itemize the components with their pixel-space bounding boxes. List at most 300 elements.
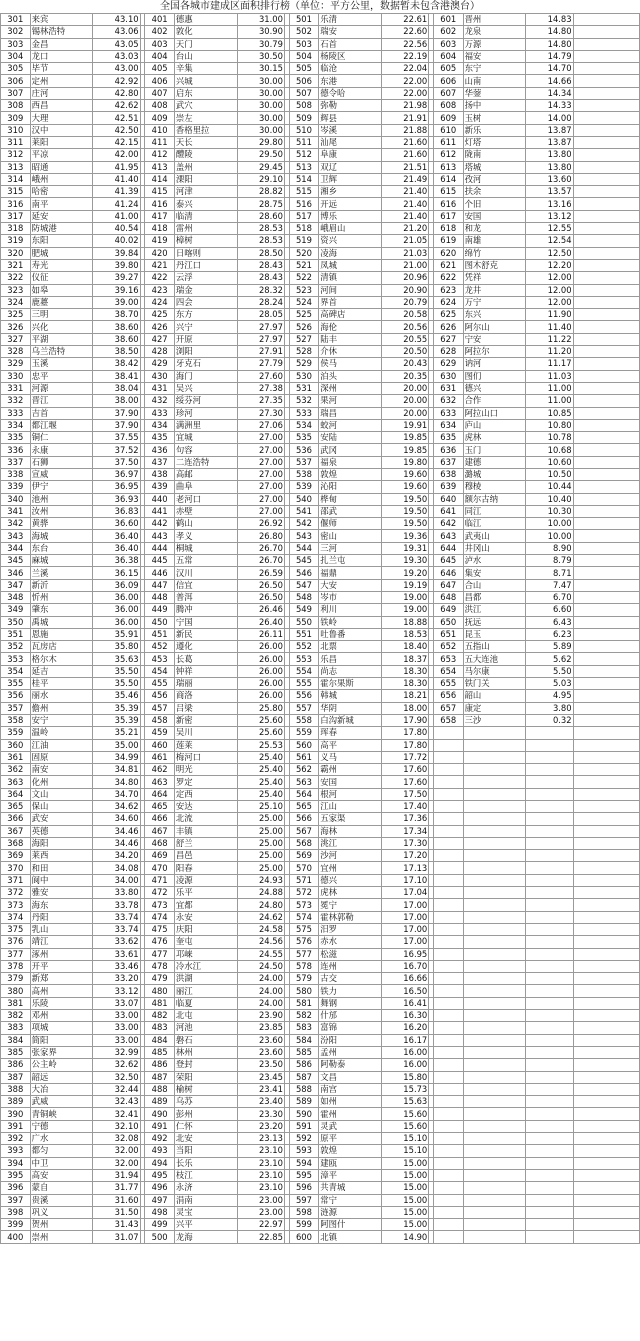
rank-cell: 514 (289, 173, 319, 185)
rank-cell: 493 (145, 1145, 175, 1157)
table-row (1, 530, 640, 542)
rank-cell: 467 (145, 825, 175, 837)
city-cell: 阿拉山口 (463, 407, 526, 419)
rank-cell: 462 (145, 764, 175, 776)
city-cell: 五常 (174, 555, 237, 567)
rank-cell (433, 874, 463, 886)
area-cell: 25.00 (237, 825, 284, 837)
area-cell: 11.20 (526, 346, 573, 358)
rank-cell: 633 (433, 407, 463, 419)
table-row (1, 1169, 640, 1181)
area-cell: 22.60 (381, 26, 428, 38)
city-cell (463, 776, 526, 788)
area-cell: 38.42 (93, 358, 140, 370)
area-cell: 26.40 (237, 616, 284, 628)
area-cell: 17.00 (381, 911, 428, 923)
rank-cell: 587 (289, 1071, 319, 1083)
rank-cell: 531 (289, 382, 319, 394)
area-cell: 21.40 (381, 198, 428, 210)
city-cell (463, 1108, 526, 1120)
rank-cell: 370 (1, 862, 31, 874)
area-cell: 21.51 (381, 161, 428, 173)
column-spacer (573, 973, 639, 985)
rank-cell: 358 (1, 714, 31, 726)
area-cell: 19.50 (381, 505, 428, 517)
table-row (1, 948, 640, 960)
column-spacer (573, 653, 639, 665)
rank-cell: 555 (289, 678, 319, 690)
city-cell (463, 1059, 526, 1071)
area-cell: 42.00 (93, 149, 140, 161)
city-cell: 龙泉 (463, 26, 526, 38)
area-cell: 28.24 (237, 296, 284, 308)
city-cell: 靖江 (30, 936, 93, 948)
city-cell: 河池 (174, 1022, 237, 1034)
city-cell: 肇东 (30, 604, 93, 616)
rank-cell: 316 (1, 198, 31, 210)
city-cell: 原平 (319, 1133, 382, 1145)
rank-cell: 473 (145, 899, 175, 911)
table-row (1, 1231, 640, 1243)
city-cell: 合山 (463, 579, 526, 591)
rank-cell (433, 1022, 463, 1034)
area-cell: 34.46 (93, 825, 140, 837)
table-row (1, 1157, 640, 1169)
area-cell: 10.80 (526, 419, 573, 431)
area-cell (526, 1108, 573, 1120)
rank-cell: 438 (145, 468, 175, 480)
area-cell: 27.30 (237, 407, 284, 419)
city-cell: 化州 (30, 776, 93, 788)
rank-cell: 342 (1, 518, 31, 530)
area-cell: 27.91 (237, 346, 284, 358)
city-cell: 兴平 (174, 1219, 237, 1231)
column-spacer (573, 997, 639, 1009)
rank-cell: 319 (1, 235, 31, 247)
area-cell: 27.00 (237, 456, 284, 468)
rank-cell: 637 (433, 456, 463, 468)
rank-cell: 466 (145, 813, 175, 825)
city-cell: 吐鲁番 (319, 628, 382, 640)
area-cell: 27.00 (237, 444, 284, 456)
rank-cell: 651 (433, 628, 463, 640)
column-spacer (573, 124, 639, 136)
city-cell: 卫辉 (319, 173, 382, 185)
city-cell: 敦煌 (319, 468, 382, 480)
table-row (1, 751, 640, 763)
column-spacer (573, 788, 639, 800)
rank-cell: 434 (145, 419, 175, 431)
area-cell: 34.80 (93, 776, 140, 788)
area-cell: 39.27 (93, 272, 140, 284)
rank-cell: 396 (1, 1182, 31, 1194)
rank-cell: 455 (145, 678, 175, 690)
area-cell: 16.17 (381, 1034, 428, 1046)
rank-cell: 654 (433, 665, 463, 677)
area-cell (526, 1046, 573, 1058)
table-row (1, 26, 640, 38)
area-cell: 5.89 (526, 641, 573, 653)
city-cell: 伊宁 (30, 481, 93, 493)
table-row (1, 1194, 640, 1206)
area-cell: 37.90 (93, 419, 140, 431)
rank-cell: 309 (1, 112, 31, 124)
table-row (1, 555, 640, 567)
city-cell: 韩城 (319, 690, 382, 702)
rank-cell: 577 (289, 948, 319, 960)
area-cell (526, 1096, 573, 1108)
area-cell: 26.00 (237, 665, 284, 677)
city-cell (463, 973, 526, 985)
area-cell: 24.00 (237, 985, 284, 997)
rank-cell: 318 (1, 223, 31, 235)
city-cell: 哈密 (30, 186, 93, 198)
city-cell: 赤壁 (174, 505, 237, 517)
area-cell: 19.91 (381, 419, 428, 431)
city-cell: 海东 (30, 899, 93, 911)
city-cell: 如州 (319, 1096, 382, 1108)
rank-cell: 561 (289, 751, 319, 763)
rank-cell: 413 (145, 161, 175, 173)
area-cell (526, 997, 573, 1009)
rank-cell (433, 1059, 463, 1071)
area-cell: 15.00 (381, 1169, 428, 1181)
area-cell: 29.80 (237, 136, 284, 148)
city-cell: 丽水 (30, 690, 93, 702)
rank-cell: 605 (433, 63, 463, 75)
city-cell: 吴兴 (174, 382, 237, 394)
area-cell: 39.00 (93, 296, 140, 308)
area-cell: 21.91 (381, 112, 428, 124)
city-cell: 昌邑 (174, 850, 237, 862)
column-spacer (573, 518, 639, 530)
city-cell: 天门 (174, 38, 237, 50)
area-cell: 13.80 (526, 161, 573, 173)
column-spacer (573, 419, 639, 431)
area-cell: 11.40 (526, 321, 573, 333)
rank-cell: 528 (289, 346, 319, 358)
city-cell: 古交 (319, 973, 382, 985)
rank-cell (433, 788, 463, 800)
column-spacer (573, 1206, 639, 1218)
area-cell: 23.13 (237, 1133, 284, 1145)
rank-cell: 381 (1, 997, 31, 1009)
area-cell: 21.60 (381, 136, 428, 148)
column-spacer (573, 75, 639, 87)
area-cell (526, 874, 573, 886)
rank-cell: 328 (1, 346, 31, 358)
city-cell: 宁德 (30, 1120, 93, 1132)
city-cell: 安国 (463, 210, 526, 222)
rank-cell: 388 (1, 1083, 31, 1095)
area-cell: 18.53 (381, 628, 428, 640)
column-spacer (573, 456, 639, 468)
city-cell: 弥勒 (319, 100, 382, 112)
city-cell: 香格里拉 (174, 124, 237, 136)
city-cell: 铁岭 (319, 616, 382, 628)
city-cell: 兴化 (30, 321, 93, 333)
table-row (1, 1010, 640, 1022)
table-row (1, 899, 640, 911)
city-cell: 庆阳 (174, 923, 237, 935)
city-cell: 冕宁 (319, 899, 382, 911)
area-cell: 42.51 (93, 112, 140, 124)
area-cell: 10.60 (526, 456, 573, 468)
column-spacer (573, 87, 639, 99)
city-cell: 金昌 (30, 38, 93, 50)
rank-cell: 457 (145, 702, 175, 714)
city-cell: 珍河 (174, 407, 237, 419)
area-cell (526, 739, 573, 751)
city-cell: 孟州 (319, 1046, 382, 1058)
rank-cell: 339 (1, 481, 31, 493)
city-cell: 陆丰 (319, 333, 382, 345)
city-cell: 钟祥 (174, 665, 237, 677)
rank-cell: 337 (1, 456, 31, 468)
area-cell: 36.40 (93, 542, 140, 554)
column-spacer (573, 210, 639, 222)
city-cell: 韶远 (30, 1071, 93, 1083)
city-cell: 句容 (174, 444, 237, 456)
area-cell (526, 727, 573, 739)
area-cell: 41.40 (93, 173, 140, 185)
rank-cell: 471 (145, 874, 175, 886)
rank-cell: 465 (145, 801, 175, 813)
area-cell: 33.80 (93, 887, 140, 899)
rank-cell: 323 (1, 284, 31, 296)
city-cell: 都江堰 (30, 419, 93, 431)
rank-cell: 417 (145, 210, 175, 222)
area-cell: 42.92 (93, 75, 140, 87)
table-row (1, 223, 640, 235)
city-cell: 莲莱 (174, 739, 237, 751)
area-cell: 15.00 (381, 1194, 428, 1206)
area-cell: 15.10 (381, 1133, 428, 1145)
city-cell: 宜州 (319, 862, 382, 874)
rank-cell: 652 (433, 641, 463, 653)
table-row (1, 321, 640, 333)
city-cell: 博乐 (319, 210, 382, 222)
rank-cell: 352 (1, 641, 31, 653)
city-cell: 英德 (30, 825, 93, 837)
rank-cell: 537 (289, 456, 319, 468)
rank-cell: 446 (145, 567, 175, 579)
area-cell: 22.19 (381, 50, 428, 62)
rank-cell: 609 (433, 112, 463, 124)
rank-cell: 520 (289, 247, 319, 259)
rank-cell: 452 (145, 641, 175, 653)
city-cell: 山南 (463, 75, 526, 87)
table-row (1, 518, 640, 530)
rank-cell: 332 (1, 395, 31, 407)
area-cell: 34.60 (93, 813, 140, 825)
area-cell: 12.00 (526, 284, 573, 296)
city-cell: 东台 (30, 542, 93, 554)
area-cell: 11.00 (526, 382, 573, 394)
city-cell (463, 1194, 526, 1206)
column-spacer (573, 899, 639, 911)
city-cell: 广水 (30, 1133, 93, 1145)
rank-cell: 390 (1, 1108, 31, 1120)
rank-cell: 572 (289, 887, 319, 899)
city-cell (463, 739, 526, 751)
rank-cell: 411 (145, 136, 175, 148)
city-cell: 南宫 (319, 1083, 382, 1095)
column-spacer (573, 776, 639, 788)
rank-cell: 469 (145, 850, 175, 862)
city-cell: 昆玉 (463, 628, 526, 640)
city-cell: 涟源 (319, 1206, 382, 1218)
rank-cell: 383 (1, 1022, 31, 1034)
rank-cell: 311 (1, 136, 31, 148)
rank-cell: 344 (1, 542, 31, 554)
city-cell: 陇南 (463, 149, 526, 161)
rank-cell (433, 985, 463, 997)
column-spacer (573, 1219, 639, 1231)
area-cell: 10.85 (526, 407, 573, 419)
rank-cell: 602 (433, 26, 463, 38)
rank-cell: 404 (145, 50, 175, 62)
area-cell: 11.17 (526, 358, 573, 370)
table-row (1, 407, 640, 419)
area-cell: 35.50 (93, 665, 140, 677)
area-cell (526, 960, 573, 972)
rank-cell (433, 1071, 463, 1083)
city-cell: 来宾 (30, 14, 93, 26)
area-cell: 38.60 (93, 333, 140, 345)
rank-cell: 486 (145, 1059, 175, 1071)
area-cell: 43.06 (93, 26, 140, 38)
city-cell: 东宁 (463, 63, 526, 75)
column-spacer (573, 370, 639, 382)
city-cell: 高州 (30, 985, 93, 997)
city-cell: 庄河 (30, 87, 93, 99)
city-cell: 丹阳 (30, 911, 93, 923)
city-cell: 商洛 (174, 690, 237, 702)
city-cell: 寿光 (30, 259, 93, 271)
area-cell: 19.60 (381, 468, 428, 480)
area-cell: 27.00 (237, 468, 284, 480)
area-cell: 34.46 (93, 837, 140, 849)
rank-cell: 371 (1, 874, 31, 886)
table-row (1, 358, 640, 370)
rank-cell: 621 (433, 259, 463, 271)
table-row (1, 973, 640, 985)
city-cell: 桐城 (174, 542, 237, 554)
city-cell: 高碑店 (319, 309, 382, 321)
city-cell: 泸水 (463, 555, 526, 567)
table-row (1, 481, 640, 493)
rank-cell: 631 (433, 382, 463, 394)
rank-cell: 527 (289, 333, 319, 345)
area-cell: 23.50 (237, 1059, 284, 1071)
table-row (1, 505, 640, 517)
area-cell: 35.46 (93, 690, 140, 702)
column-spacer (573, 923, 639, 935)
city-cell: 大理 (30, 112, 93, 124)
table-row (1, 567, 640, 579)
rank-cell: 590 (289, 1108, 319, 1120)
city-cell: 凌源 (174, 874, 237, 886)
area-cell: 32.44 (93, 1083, 140, 1095)
column-spacer (573, 911, 639, 923)
rank-cell: 477 (145, 948, 175, 960)
rank-cell: 340 (1, 493, 31, 505)
rank-cell: 401 (145, 14, 175, 26)
rank-cell: 327 (1, 333, 31, 345)
city-cell: 丽江 (174, 985, 237, 997)
rank-cell: 556 (289, 690, 319, 702)
city-cell: 宜都 (174, 899, 237, 911)
area-cell (526, 948, 573, 960)
rank-cell: 635 (433, 432, 463, 444)
rank-cell: 564 (289, 788, 319, 800)
city-cell: 海林 (319, 825, 382, 837)
rank-cell: 306 (1, 75, 31, 87)
rank-cell: 586 (289, 1059, 319, 1071)
city-cell: 玉门 (463, 444, 526, 456)
city-cell: 防城港 (30, 223, 93, 235)
column-spacer (573, 333, 639, 345)
area-cell (526, 887, 573, 899)
rank-cell: 534 (289, 419, 319, 431)
city-cell: 偃师 (319, 518, 382, 530)
area-cell: 23.85 (237, 1022, 284, 1034)
area-cell: 27.00 (237, 505, 284, 517)
area-cell: 14.33 (526, 100, 573, 112)
rank-cell: 308 (1, 100, 31, 112)
area-cell: 25.00 (237, 837, 284, 849)
area-cell: 30.79 (237, 38, 284, 50)
rank-cell: 597 (289, 1194, 319, 1206)
area-cell: 37.55 (93, 432, 140, 444)
city-cell: 如皋 (30, 284, 93, 296)
area-cell: 41.24 (93, 198, 140, 210)
city-cell: 三明 (30, 309, 93, 321)
rank-cell: 543 (289, 530, 319, 542)
rank-cell (433, 1231, 463, 1243)
city-cell: 个旧 (463, 198, 526, 210)
area-cell: 27.35 (237, 395, 284, 407)
area-cell: 10.00 (526, 530, 573, 542)
city-cell: 凤城 (319, 259, 382, 271)
city-cell: 保山 (30, 801, 93, 813)
area-cell: 29.10 (237, 173, 284, 185)
area-cell: 15.73 (381, 1083, 428, 1095)
area-cell: 31.43 (93, 1219, 140, 1231)
city-cell: 松滋 (319, 948, 382, 960)
area-cell: 14.90 (381, 1231, 428, 1243)
city-cell (463, 1133, 526, 1145)
rank-cell: 630 (433, 370, 463, 382)
column-spacer (573, 100, 639, 112)
area-cell: 21.49 (381, 173, 428, 185)
area-cell: 38.70 (93, 309, 140, 321)
column-spacer (573, 628, 639, 640)
city-cell: 新密 (174, 714, 237, 726)
rank-cell: 533 (289, 407, 319, 419)
city-cell: 华蓥 (463, 87, 526, 99)
city-cell: 马尔康 (463, 665, 526, 677)
table-row (1, 542, 640, 554)
table-row (1, 788, 640, 800)
table-row (1, 591, 640, 603)
rank-cell: 403 (145, 38, 175, 50)
city-cell: 老河口 (174, 493, 237, 505)
city-cell: 密山 (319, 530, 382, 542)
rank-cell: 365 (1, 801, 31, 813)
page-title: 全国各城市建成区面积排行榜（单位：平方公里，数据暂未包含港澳台） (160, 1, 480, 12)
